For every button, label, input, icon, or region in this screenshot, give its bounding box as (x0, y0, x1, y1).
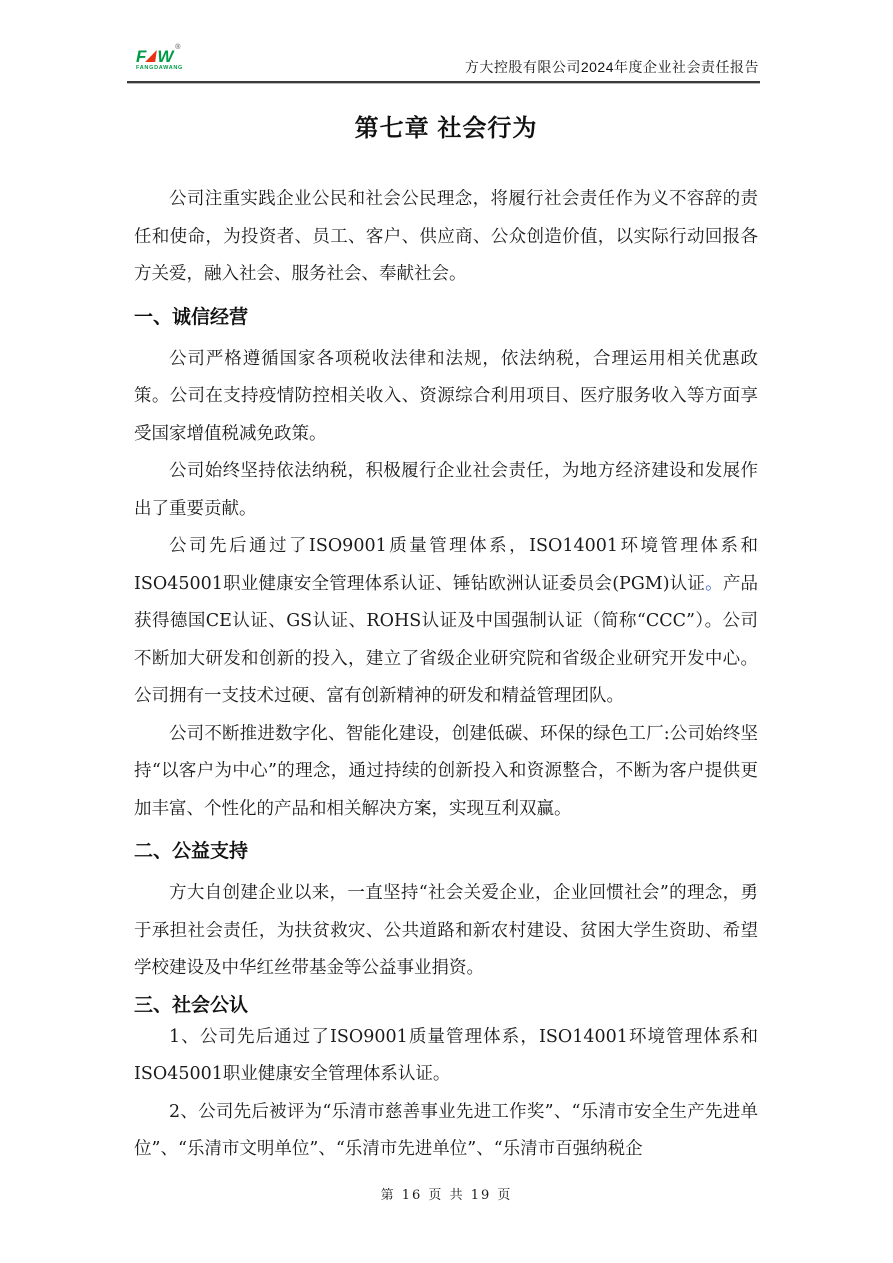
report-title: 方大控股有限公司2024年度企业社会责任报告 (464, 59, 759, 75)
registered-trademark-icon: ® (175, 44, 181, 51)
integrity-paragraph-1: 公司严格遵循国家各项税收法律和法规，依法纳税，合理运用相关优惠政策。公司在支持疫情防控相关收入、资源综合利用项目、医疗服务收入等方面享受国家增值税减免政策。 (134, 348, 758, 444)
section-heading-charity: 二、公益支持 (134, 841, 249, 862)
recognition-paragraph-1: 1、公司先后通过了ISO9001质量管理体系，ISO14001环境管理体系和ISO45001职业健康安全管理体系认证。 (134, 1026, 758, 1084)
section-heading-recognition: 三、社会公认 (134, 994, 249, 1016)
chapter-title: 第七章 社会行为 (354, 115, 538, 142)
intro-paragraph: 公司注重实践企业公民和社会公民理念，将履行社会责任作为义不容辞的责任和使命，为投资者、员工、客户、供应商、公众创造价值，以实际行动回报各方关爱，融入社会、服务社会、奉献社会。 (134, 189, 758, 284)
header-divider (127, 81, 760, 84)
document-content (134, 100, 758, 1169)
recognition-paragraph-2: 2、公司先后被评为“乐清市慈善事业先进工作奖”、“乐清市安全生产先进单位”、“乐清市文明单位”、“乐清市先进单位”、“乐清市百强纳税企 (134, 1101, 758, 1159)
page-header (133, 46, 759, 82)
integrity-paragraph-3-text: 公司先后通过了ISO9001质量管理体系，ISO14001环境管理体系和ISO45001职业健康安全管理体系认证、锤钻欧洲认证委员会(PGM)认证 (134, 536, 758, 594)
page-number: 第 16 页 共 19 页 (380, 1188, 513, 1203)
integrity-paragraph-2: 公司始终坚持依法纳税，积极履行企业社会责任，为地方经济建设和发展作出了重要贡献。 (134, 461, 758, 519)
logo-mark (136, 44, 181, 66)
logo-letter-w: W (157, 47, 173, 66)
logo-letter-f: F (136, 47, 146, 66)
logo-subtext: FANGDAWANG (136, 65, 184, 71)
logo-triangle-icon (146, 50, 158, 62)
integrity-paragraph-3 (134, 528, 758, 716)
section-heading-integrity: 一、诚信经营 (134, 306, 249, 328)
integrity-paragraph-3-text-2: 产品获得德国CE认证、GS认证、ROHS认证及中国强制认证（简称“CCC”）。公司不断加大研发和创新的投入，建立了省级企业研究院和省级企业研究开发中心。公司拥有一支技术过硬、富有创新精神的研发和精益管理团队。 (134, 573, 758, 706)
integrity-paragraph-4: 公司不断推进数字化、智能化建设，创建低碳、环保的绿色工厂:公司始终坚持“以客户为中心”的理念，通过持续的创新投入和资源整合，不断为客户提供更加丰富、个性化的产品和相关解决方案，实现互利双赢。 (134, 723, 758, 819)
company-logo (136, 44, 206, 72)
blue-period: 。 (705, 573, 723, 594)
charity-paragraph-1: 方大自创建企业以来，一直坚持“社会关爱企业，企业回惯社会”的理念，勇于承担社会责任，为扶贫救灾、公共道路和新农村建设、贫困大学生资助、希望学校建设及中华红丝带基金等公益事业捐资。 (134, 883, 758, 978)
